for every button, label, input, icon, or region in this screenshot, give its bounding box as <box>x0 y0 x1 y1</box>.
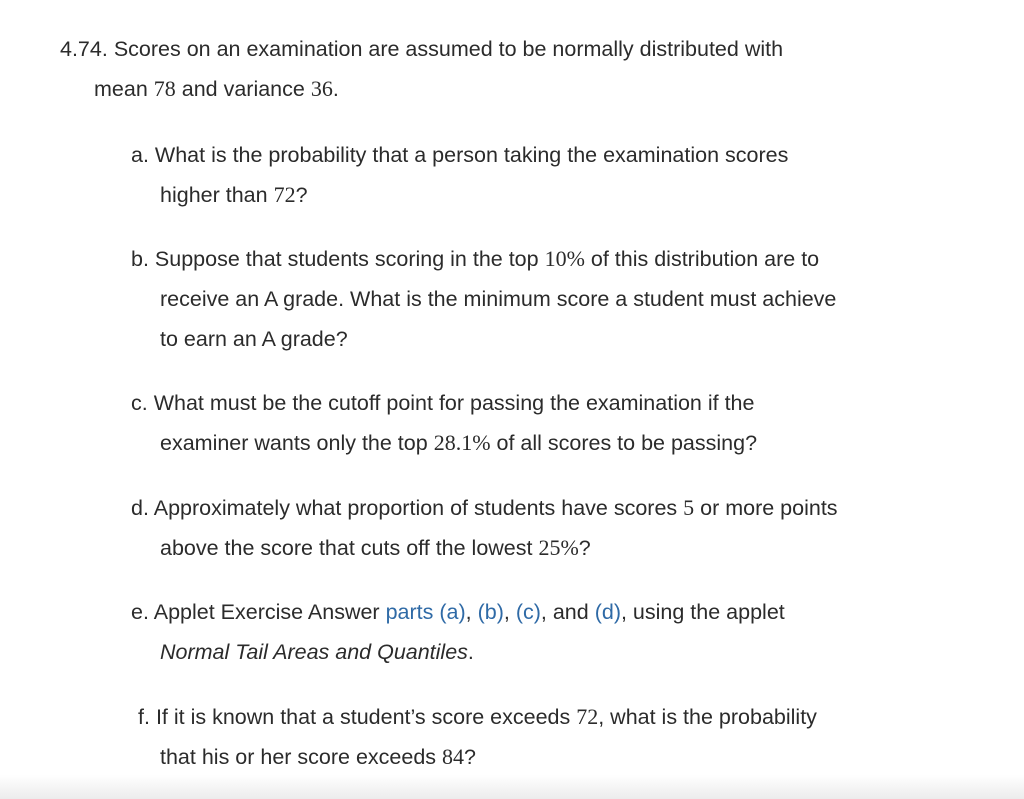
variance-value: 36 <box>310 76 333 101</box>
problem-number: 4.74. <box>60 37 108 61</box>
part-f-line-2 <box>160 742 476 772</box>
part-b-text: of this distribution are to <box>584 247 820 271</box>
part-e-text: , and <box>540 600 595 624</box>
part-b-text: receive an A grade. What is the minimum score a student must achieve <box>160 287 837 311</box>
part-e-text: , using the applet <box>620 600 785 624</box>
part-f-text: If it is known that a student’s score exceeds <box>155 705 577 729</box>
part-e-text: , <box>465 600 478 624</box>
part-a-text: What is the probability that a person taking the examination scores <box>154 143 789 167</box>
part-d-text: above the score that cuts off the lowest <box>160 536 539 560</box>
stem-text: mean <box>94 77 154 101</box>
part-c-text: examiner wants only the top <box>160 431 434 455</box>
part-f-value-1: 72 <box>576 704 599 729</box>
part-f-line-1 <box>138 702 817 732</box>
part-d-line-1 <box>131 493 838 523</box>
part-d-text: ? <box>578 536 591 560</box>
part-d-label: d. <box>131 496 149 520</box>
part-b-line-3 <box>160 324 348 354</box>
part-a-text: higher than <box>160 183 274 207</box>
part-a-label: a. <box>131 143 149 167</box>
part-c-text: What must be the cutoff point for passing the examination if the <box>153 391 755 415</box>
part-d-value-2: 25% <box>538 535 579 560</box>
part-d-line-2 <box>160 533 591 563</box>
part-e-text: . <box>467 640 474 664</box>
mean-value: 78 <box>153 76 176 101</box>
part-d-text: or more points <box>694 496 838 520</box>
stem-text: . <box>332 77 339 101</box>
part-c-line-1 <box>131 388 754 418</box>
part-b-value: 10% <box>544 246 585 271</box>
part-b-label: b. <box>131 247 149 271</box>
link-parts-a[interactable]: parts (a) <box>385 600 466 624</box>
part-e-line-2 <box>160 637 474 667</box>
part-c-value: 28.1% <box>433 430 491 455</box>
part-e-text: , <box>503 600 516 624</box>
part-b-line-2 <box>160 284 836 314</box>
problem-stem-line-2 <box>94 74 339 104</box>
part-d-text: Approximately what proportion of students have scores <box>153 496 684 520</box>
part-f-text: ? <box>464 745 476 769</box>
part-a-line-2 <box>160 180 308 210</box>
part-e-label: e. <box>131 600 149 624</box>
problem-stem-line-1 <box>60 34 783 64</box>
stem-text: and variance <box>175 77 311 101</box>
part-f-value-2: 84 <box>442 744 465 769</box>
part-f-text: that his or her score exceeds <box>160 745 443 769</box>
part-a-line-1 <box>131 140 788 170</box>
part-e-line-1 <box>131 597 785 627</box>
part-c-text: of all scores to be passing? <box>490 431 758 455</box>
part-a-text: ? <box>295 183 308 207</box>
part-c-label: c. <box>131 391 148 415</box>
part-b-line-1 <box>131 244 819 274</box>
part-b-text: to earn an A grade? <box>160 327 348 351</box>
link-part-d[interactable]: (d) <box>594 600 621 624</box>
part-e-text: Applet Exercise Answer <box>153 600 386 624</box>
part-f-text: , what is the probability <box>598 705 817 729</box>
applet-name: Normal Tail Areas and Quantiles <box>160 640 468 664</box>
part-b-text: Suppose that students scoring in the top <box>154 247 545 271</box>
link-part-c[interactable]: (c) <box>515 600 541 624</box>
part-a-value: 72 <box>273 182 296 207</box>
problem-stem-text: Scores on an examination are assumed to be normally distributed with <box>113 37 784 61</box>
part-f-label: f. <box>138 705 150 729</box>
link-part-b[interactable]: (b) <box>477 600 504 624</box>
part-d-value-1: 5 <box>683 495 695 520</box>
part-c-line-2 <box>160 428 757 458</box>
